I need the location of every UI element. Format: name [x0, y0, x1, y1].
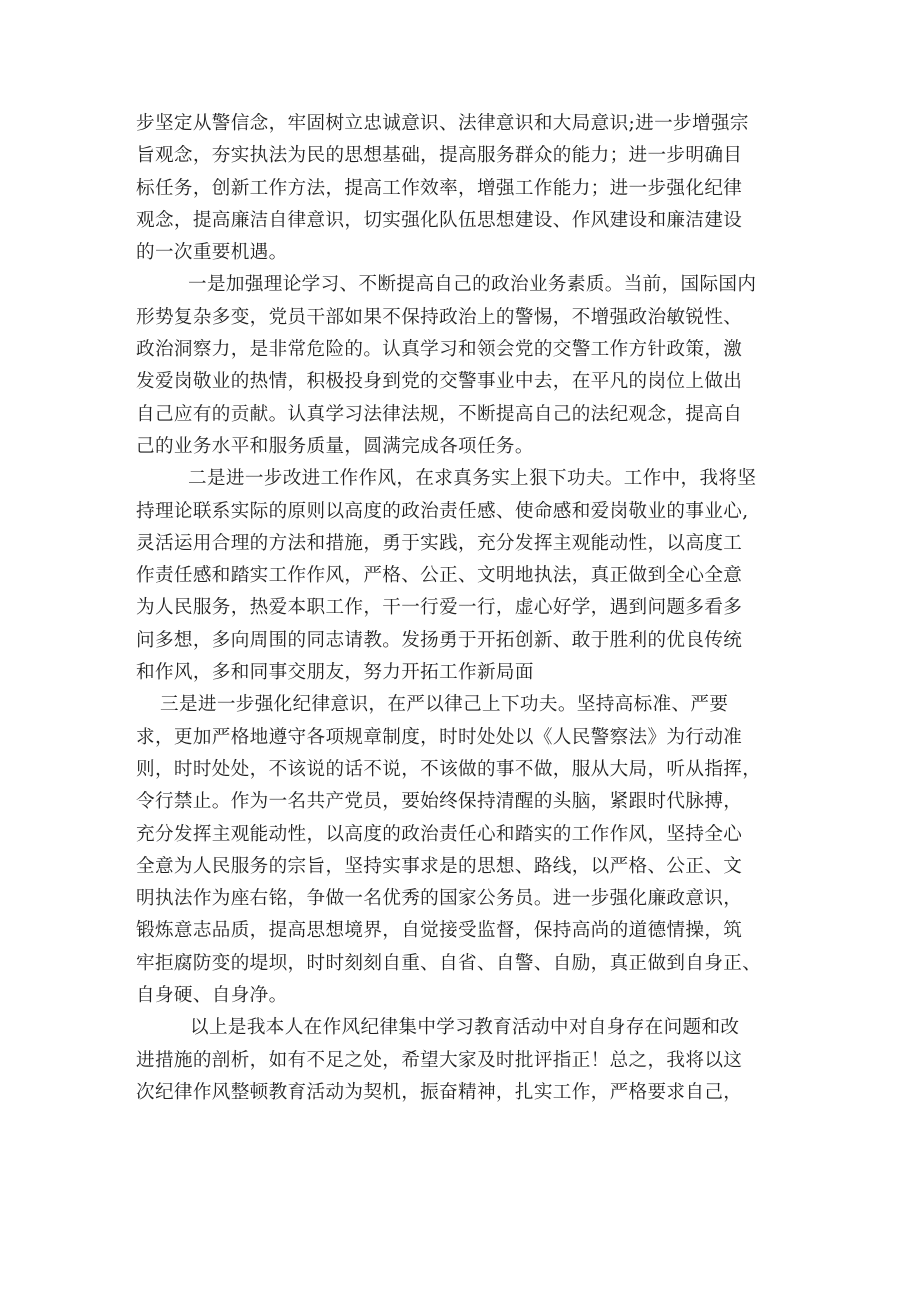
text-line: 全意为人民服务的宗旨，坚持实事求是的思想、路线，以严格、公正、文 [136, 855, 743, 877]
text-line: 求，更加严格地遵守各项规章制度，时时处处以《人民警察法》为行动准 [136, 726, 743, 748]
text-line: 灵活运用合理的方法和措施，勇于实践，充分发挥主观能动性，以高度工 [136, 532, 743, 554]
text-line: 明执法作为座右铭，争做一名优秀的国家公务员。进一步强化廉政意识， [136, 888, 743, 910]
text-line: 发爱岗敬业的热情，积极投身到党的交警事业中去，在平凡的岗位上做出 [136, 371, 743, 393]
text-line: 牢拒腐防变的堤坝，时时刻刻自重、自省、自警、自励，真正做到自身正、 [136, 952, 762, 974]
text-line: 自身硬、自身净。 [136, 985, 288, 1007]
text-line: 观念，提高廉洁自律意识，切实强化队伍思想建设、作风建设和廉洁建设 [136, 209, 743, 231]
text-line: 次纪律作风整顿教育活动为契机，振奋精神，扎实工作，严格要求自己， [136, 1081, 743, 1103]
text-line: 充分发挥主观能动性，以高度的政治责任心和踏实的工作作风，坚持全心 [136, 823, 743, 845]
text-line: 则，时时处处，不该说的话不说，不该做的事不做，服从大局，听从指挥， [136, 758, 762, 780]
text-line: 令行禁止。作为一名共产党员，要始终保持清醒的头脑，紧跟时代脉搏， [136, 791, 743, 813]
text-line: 旨观念，夯实执法为民的思想基础，提高服务群众的能力；进一步明确目 [136, 145, 743, 167]
text-line: 和作风，多和同事交朋友，努力开拓工作新局面 [136, 662, 534, 684]
text-line: 的一次重要机遇。 [136, 242, 288, 264]
text-line: 进措施的剖析，如有不足之处，希望大家及时批评指正！总之，我将以这 [136, 1049, 743, 1071]
text-line: 标任务，创新工作方法，提高工作效率，增强工作能力；进一步强化纪律 [136, 177, 743, 199]
text-line: 问多想，多向周围的同志请教。发扬勇于开拓创新、敢于胜利的优良传统 [136, 629, 743, 651]
text-line: 锻炼意志品质，提高思想境界，自觉接受监督，保持高尚的道德情操，筑 [136, 920, 743, 942]
text-line: 政治洞察力，是非常危险的。认真学习和领会党的交警工作方针政策，激 [136, 339, 743, 361]
text-line: 自己应有的贡献。认真学习法律法规，不断提高自己的法纪观念，提高自 [136, 403, 743, 425]
text-line: 为人民服务，热爱本职工作，干一行爱一行，虚心好学，遇到问题多看多 [136, 597, 743, 619]
text-line: 己的业务水平和服务质量，圆满完成各项任务。 [136, 435, 534, 457]
paragraph-heading-line: 三是进一步强化纪律意识，在严以律己上下功夫。坚持高标准、严要 [160, 694, 729, 716]
text-line: 作责任感和踏实工作作风，严格、公正、文明地执法，真正做到全心全意 [136, 565, 743, 587]
text-line: 形势复杂多变，党员干部如果不保持政治上的警惕，不增强政治敏锐性、 [136, 306, 743, 328]
text-line: 步坚定从警信念，牢固树立忠诚意识、法律意识和大局意识;进一步增强宗 [136, 113, 749, 134]
text-line: 持理论联系实际的原则以高度的政治责任感、使命感和爱岗敬业的事业心, [136, 500, 749, 522]
document-body [136, 108, 796, 1109]
paragraph-heading-line: 以上是我本人在作风纪律集中学习教育活动中对自身存在问题和改 [190, 1017, 740, 1039]
paragraph-heading-line: 二是进一步改进工作作风，在求真务实上狠下功夫。工作中，我将坚 [188, 468, 757, 490]
paragraph-heading-line: 一是加强理论学习、不断提高自己的政治业务素质。当前，国际国内 [188, 274, 757, 296]
